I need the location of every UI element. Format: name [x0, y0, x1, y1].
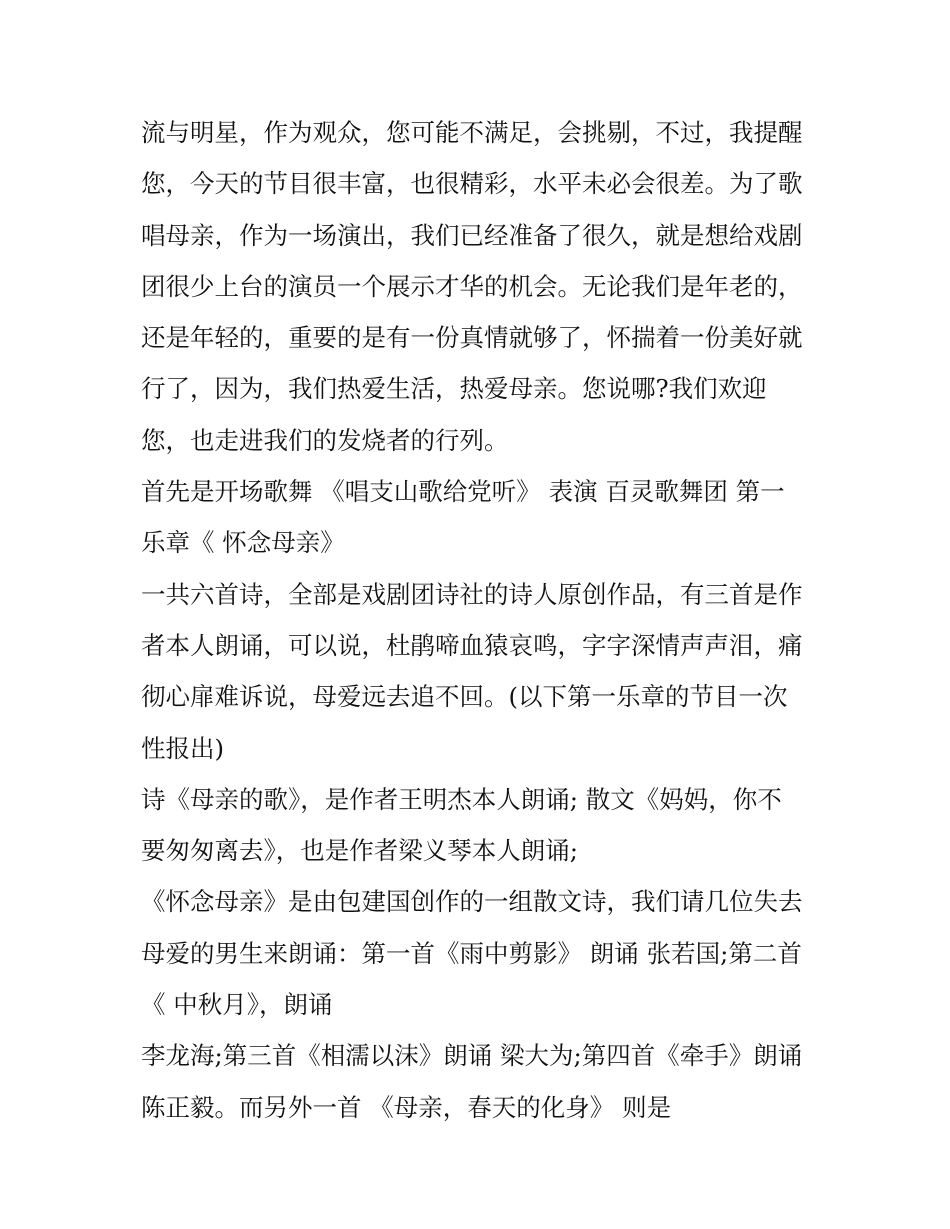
text-line: 一共六首诗，全部是戏剧团诗社的诗人原创作品，有三首是作 [141, 579, 803, 609]
text-line: 您，也走进我们的发烧者的行列。 [141, 425, 509, 455]
text-line: 团很少上台的演员一个展示才华的机会。无论我们是年老的， [141, 271, 803, 301]
text-line: 彻心扉难诉说，母爱远去追不回。(以下第一乐章的节目一次 [141, 682, 788, 712]
document-body [141, 107, 821, 1133]
text-line: 母爱的男生来朗诵：第一首《雨中剪影》 朗诵 张若国;第二首 [141, 938, 802, 968]
text-line: 您，今天的节目很丰富，也很精彩，水平未必会很差。为了歌 [141, 169, 803, 199]
text-line: 陈正毅。而另外一首 《母亲，春天的化身》 则是 [141, 1092, 672, 1122]
text-line: 行了，因为，我们热爱生活，热爱母亲。您说哪?我们欢迎 [141, 374, 767, 404]
text-line: 流与明星，作为观众，您可能不满足，会挑剔，不过，我提醒 [141, 118, 803, 147]
text-line: 《 中秋月》，朗诵 [141, 990, 333, 1020]
text-line: 首先是开场歌舞 《唱支山歌给党听》 表演 百灵歌舞团 第一 [141, 477, 785, 507]
text-line: 者本人朗诵，可以说，杜鹃啼血猿哀鸣，字字深情声声泪，痛 [141, 630, 803, 660]
text-line: 性报出) [141, 733, 225, 763]
text-line: 还是年轻的，重要的是有一份真情就够了，怀揣着一份美好就 [141, 323, 803, 353]
text-line: 乐章《 怀念母亲》 [141, 528, 345, 558]
text-line: 李龙海;第三首《相濡以沫》朗诵 梁大为;第四首《牵手》朗诵 [141, 1041, 803, 1071]
text-line: 唱母亲，作为一场演出，我们已经准备了很久，就是想给戏剧 [141, 220, 803, 250]
text-line: 《怀念母亲》是由包建国创作的一组散文诗，我们请几位失去 [141, 887, 803, 917]
text-line: 诗《母亲的歌》，是作者王明杰本人朗诵; 散文《妈妈，你不 [141, 784, 782, 814]
text-line: 要匆匆离去》，也是作者梁义琴本人朗诵; [141, 836, 579, 866]
